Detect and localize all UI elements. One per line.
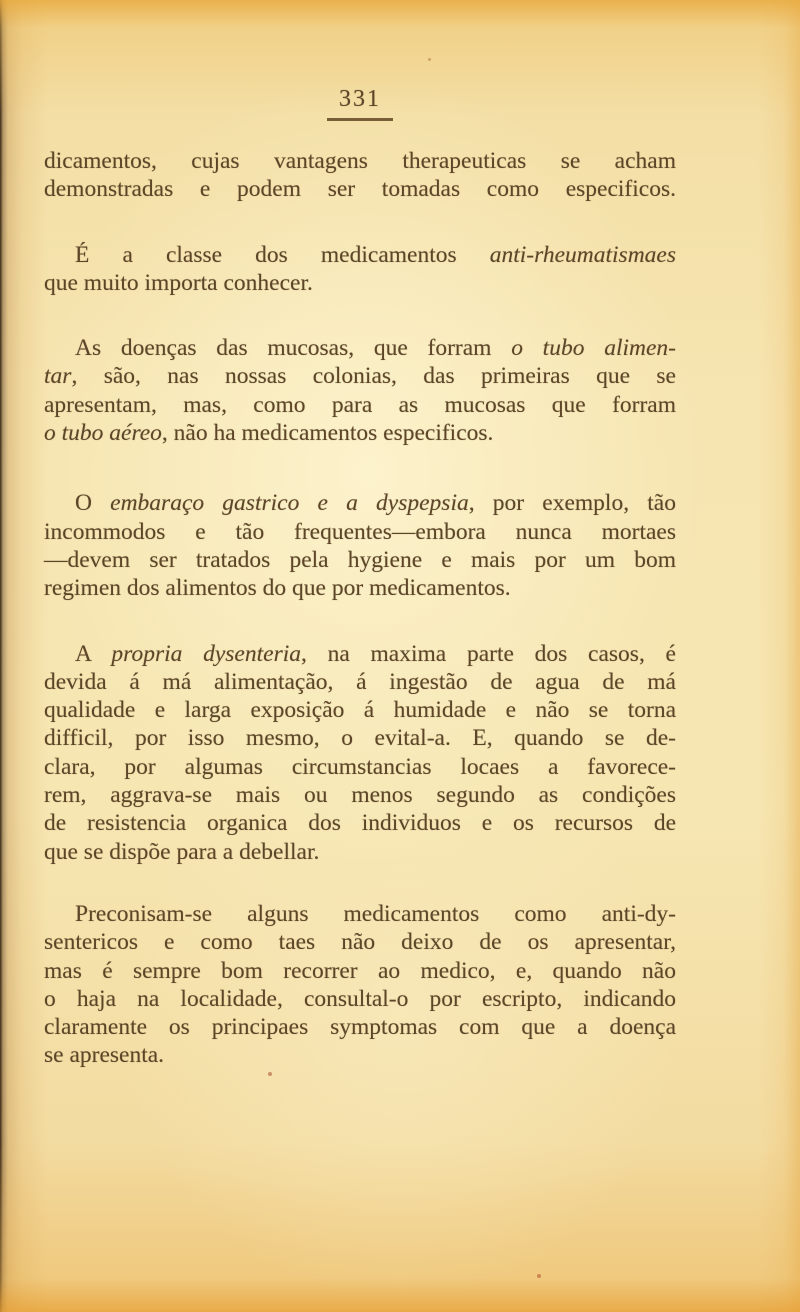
text-segment: claramente os principaes symptomas com que a doença — [44, 1014, 676, 1041]
text-segment: —devem ser tratados pela hygiene e mais por um bom — [44, 546, 676, 573]
text-line — [44, 175, 676, 203]
italic-text-segment: tar — [44, 363, 72, 390]
text-line — [44, 241, 676, 269]
text-segment: que se dispõe para a debellar. — [44, 838, 320, 865]
italic-text-segment: o tubo aéreo — [44, 420, 162, 447]
text-segment: , não ha medicamentos especificos. — [161, 420, 494, 447]
text-line — [44, 489, 676, 517]
text-segment: , por exemplo, tão — [468, 490, 676, 517]
text-segment: de resistencia organica dos individuos e os recursos de — [44, 810, 676, 837]
text-block — [44, 0, 676, 1070]
text-line — [44, 838, 676, 866]
text-segment: dicamentos, cujas vantagens therapeuticas se acham — [44, 148, 676, 174]
text-line — [44, 985, 676, 1013]
text-line — [44, 753, 676, 781]
text-line — [44, 546, 676, 574]
text-segment: regimen dos alimentos do que por medicamentos. — [44, 575, 511, 602]
text-segment: sentericos e como taes não deixo de os apresentar, — [44, 929, 676, 956]
text-segment: , são, nas nossas colonias, das primeiras que se — [71, 363, 676, 390]
paper-speck — [537, 1274, 541, 1278]
text-line — [44, 781, 676, 809]
body-paragraph — [44, 489, 676, 602]
text-segment: o haja na localidade, consultal-o por escripto, indicando — [44, 985, 676, 1012]
text-segment: rem, aggrava-se mais ou menos segundo as condições — [44, 782, 676, 809]
body-paragraph — [44, 334, 676, 447]
paper-speck — [268, 1072, 272, 1076]
text-line — [44, 900, 676, 928]
text-segment: difficil, por isso mesmo, o evital-a. E, quando se de- — [44, 725, 676, 752]
text-line — [44, 391, 676, 419]
italic-text-segment: anti-rheumatismaes — [489, 241, 676, 268]
text-line — [44, 640, 676, 668]
italic-text-segment: embaraço gastrico e a dyspepsia — [110, 490, 469, 517]
text-line — [44, 362, 676, 390]
text-segment: se apresenta. — [44, 1042, 165, 1069]
text-segment: que muito importa conhecer. — [44, 269, 313, 296]
text-segment: apresentam, mas, como para as mucosas que forram — [44, 391, 676, 418]
text-segment: qualidade e larga exposição á humidade e não se torna — [44, 697, 676, 724]
text-line — [44, 696, 676, 724]
text-segment: mas é sempre bom recorrer ao medico, e, quando não — [44, 957, 676, 984]
text-line — [44, 574, 676, 602]
text-line — [44, 269, 676, 297]
text-segment: devida á má alimentação, á ingestão de agua de má — [44, 668, 676, 695]
text-line — [44, 334, 676, 362]
text-line — [44, 419, 676, 447]
text-segment: clara, por algumas circumstancias locaes a favorece- — [44, 753, 676, 780]
italic-text-segment: o tubo alimen- — [511, 335, 676, 362]
page-number: 331 — [327, 86, 393, 121]
italic-text-segment: propria dysenteria — [111, 640, 301, 667]
text-segment: É a classe dos medicamentos — [75, 241, 490, 268]
body-paragraph — [44, 640, 676, 866]
text-segment: demonstradas e podem ser tomadas como especificos. — [44, 176, 676, 203]
text-segment: As doenças das mucosas, que forram — [75, 335, 512, 362]
text-segment: A — [75, 640, 112, 667]
text-line — [44, 1013, 676, 1041]
text-line — [44, 518, 676, 546]
text-line — [44, 724, 676, 752]
text-line — [44, 668, 676, 696]
body-paragraph — [44, 241, 676, 298]
text-line — [44, 147, 676, 175]
text-line — [44, 957, 676, 985]
text-segment: incommodos e tão frequentes—embora nunca mortaes — [44, 518, 676, 545]
text-segment: Preconisam-se alguns medicamentos como anti-dy- — [75, 900, 676, 927]
body-paragraph — [44, 900, 676, 1070]
text-line — [44, 809, 676, 837]
text-segment: , na maxima parte dos casos, é — [301, 640, 676, 667]
body-paragraph — [44, 147, 676, 204]
text-line — [44, 928, 676, 956]
text-line — [44, 1041, 676, 1069]
text-segment: O — [75, 490, 111, 517]
